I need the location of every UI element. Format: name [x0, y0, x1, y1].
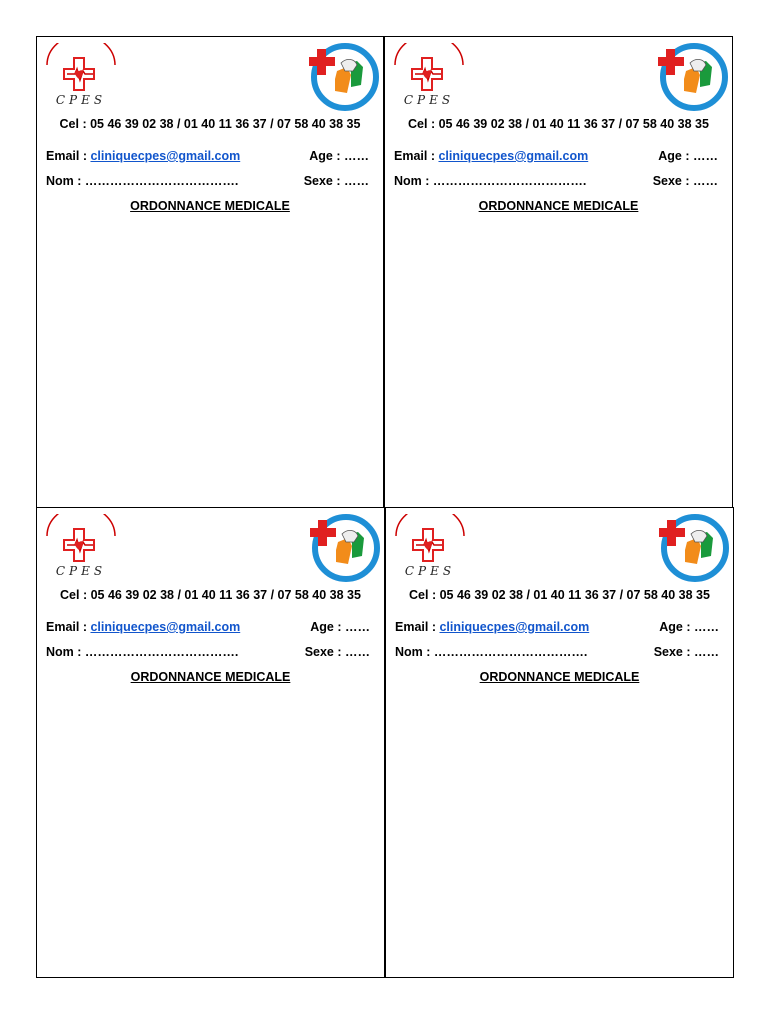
- email-field: [46, 149, 240, 163]
- nom-field: Nom : ……………………………….: [46, 174, 239, 188]
- clinic-logo: [41, 43, 121, 107]
- email-label: Email :: [394, 149, 435, 163]
- email-age-row: [394, 149, 718, 163]
- nom-field: Nom : ……………………………….: [395, 645, 588, 659]
- email-label: Email :: [46, 149, 87, 163]
- clinic-logo: [389, 43, 469, 107]
- phone-numbers: Cel : 05 46 39 02 38 / 01 40 11 36 37 / 07 58 40 38 35: [60, 588, 361, 602]
- nom-sexe-row: [395, 645, 719, 659]
- sexe-field: Sexe : ……: [653, 645, 719, 659]
- prescription-card: [385, 507, 734, 978]
- email-link[interactable]: cliniquecpes@gmail.com: [90, 149, 241, 163]
- prescription-title: ORDONNANCE MEDICALE: [130, 199, 290, 213]
- clinic-logo: [390, 514, 470, 578]
- email-age-row: [46, 620, 370, 634]
- prescription-card: [384, 36, 733, 508]
- age-field: Age : ……: [659, 620, 719, 634]
- clinic-acronym: CPES: [404, 564, 456, 578]
- age-field: Age : ……: [309, 149, 369, 163]
- clinic-acronym: CPES: [55, 564, 107, 578]
- prescription-title: ORDONNANCE MEDICALE: [478, 199, 639, 213]
- sexe-field: Sexe : ……: [652, 174, 718, 188]
- email-link[interactable]: cliniquecpes@gmail.com: [438, 149, 589, 163]
- age-field: Age : ……: [310, 620, 370, 634]
- prescription-title: ORDONNANCE MEDICALE: [130, 670, 291, 684]
- email-label: Email :: [46, 620, 87, 634]
- ministry-logo: [307, 41, 379, 113]
- prescription-title: ORDONNANCE MEDICALE: [479, 670, 640, 684]
- nom-sexe-row: [46, 645, 370, 659]
- phone-numbers: Cel : 05 46 39 02 38 / 01 40 11 36 37 / 07 58 40 38 35: [59, 117, 361, 131]
- ministry-logo: [657, 512, 729, 584]
- email-label: Email :: [395, 620, 436, 634]
- nom-sexe-row: [394, 174, 718, 188]
- nom-field: Nom : ……………………………….: [46, 645, 239, 659]
- email-field: [395, 620, 589, 634]
- prescription-card: [36, 507, 385, 978]
- sexe-field: Sexe : ……: [303, 174, 369, 188]
- clinic-logo: [41, 514, 121, 578]
- email-field: [394, 149, 588, 163]
- clinic-acronym: CPES: [403, 93, 455, 107]
- email-age-row: [46, 149, 369, 163]
- clinic-acronym: CPES: [55, 93, 107, 107]
- ministry-logo: [656, 41, 728, 113]
- phone-numbers: Cel : 05 46 39 02 38 / 01 40 11 36 37 / 07 58 40 38 35: [408, 117, 709, 131]
- email-field: [46, 620, 240, 634]
- email-age-row: [395, 620, 719, 634]
- prescription-card: [36, 36, 384, 508]
- phone-numbers: Cel : 05 46 39 02 38 / 01 40 11 36 37 / 07 58 40 38 35: [409, 588, 710, 602]
- email-link[interactable]: cliniquecpes@gmail.com: [439, 620, 590, 634]
- nom-sexe-row: [46, 174, 369, 188]
- email-link[interactable]: cliniquecpes@gmail.com: [90, 620, 241, 634]
- sexe-field: Sexe : ……: [304, 645, 370, 659]
- ministry-logo: [308, 512, 380, 584]
- age-field: Age : ……: [658, 149, 718, 163]
- nom-field: Nom : ……………………………….: [394, 174, 587, 188]
